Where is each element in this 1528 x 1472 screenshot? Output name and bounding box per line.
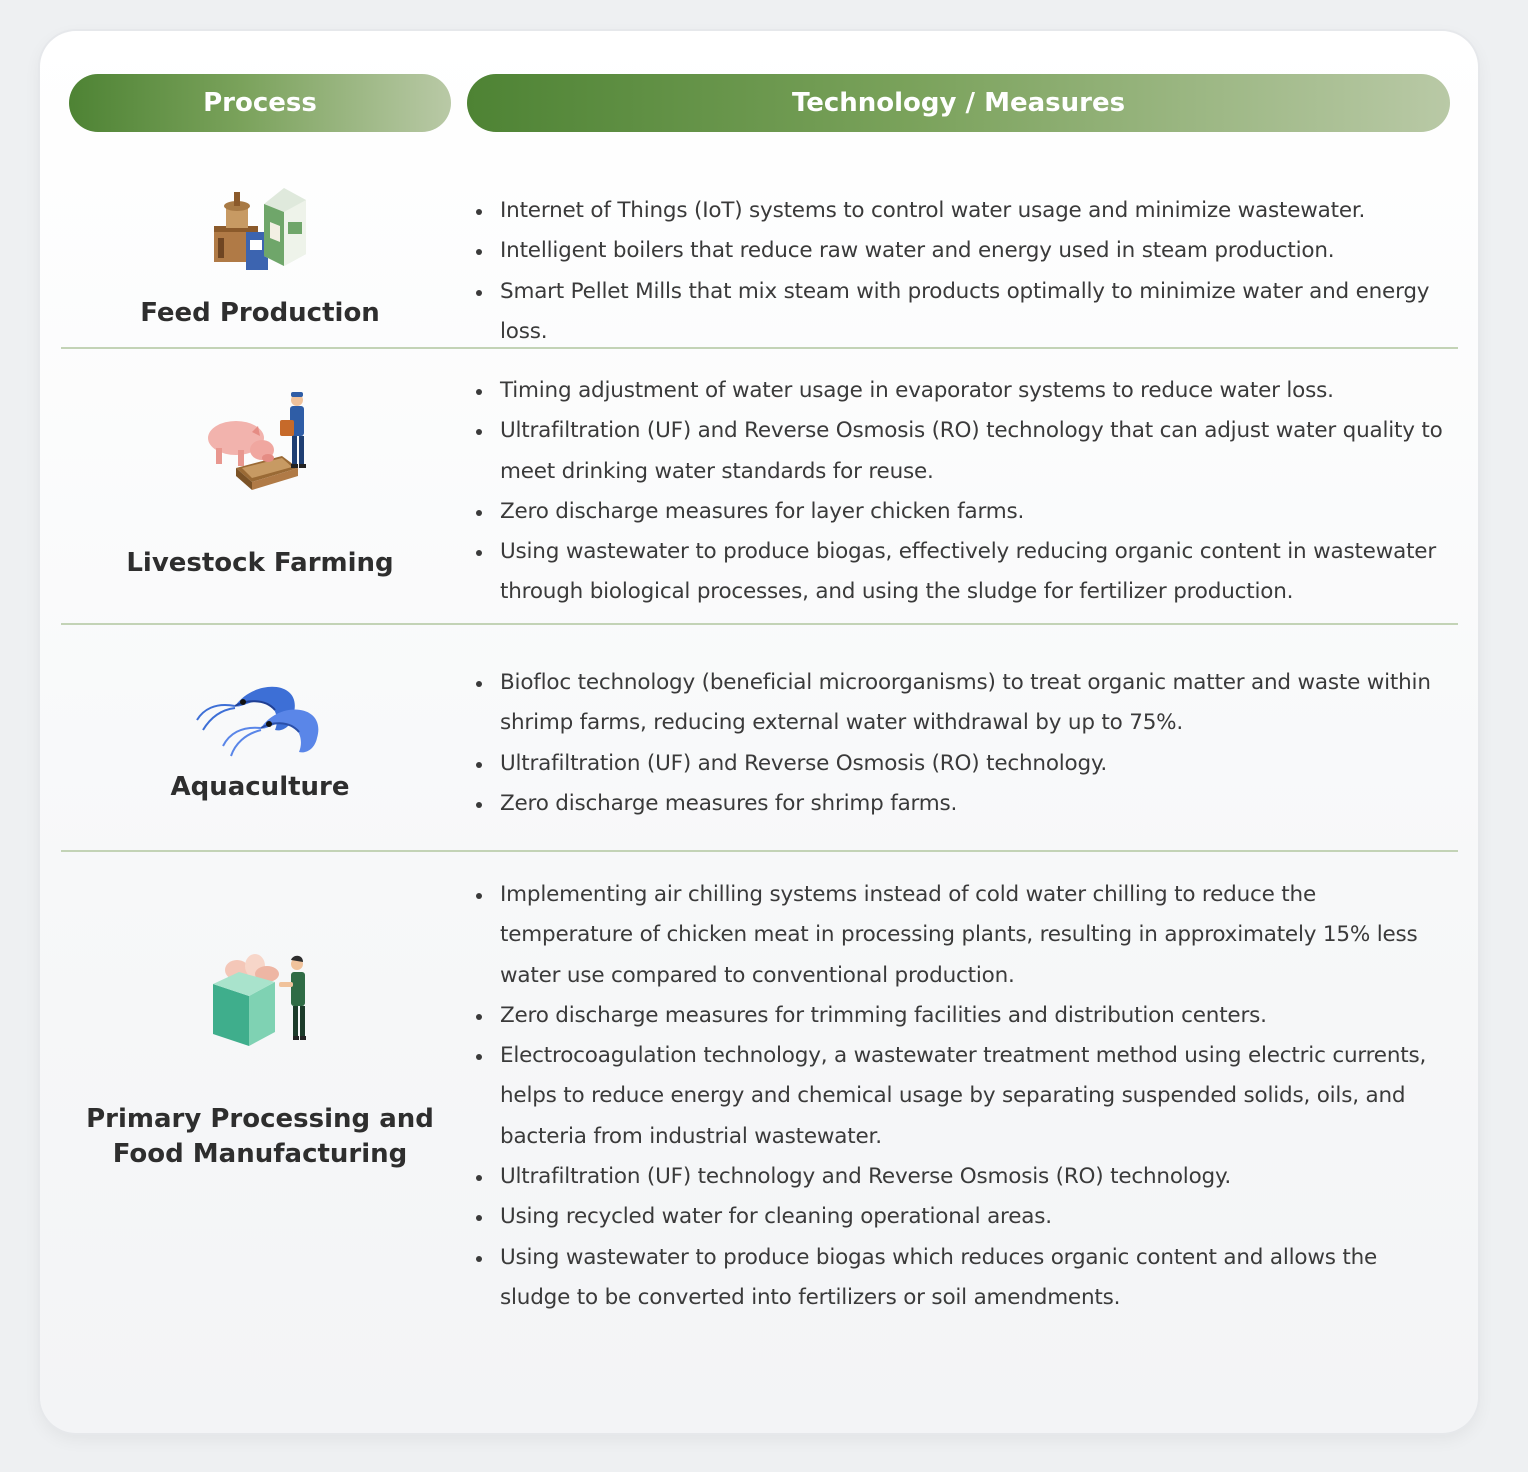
process-label: Livestock Farming <box>126 548 394 578</box>
aquaculture-icon <box>195 676 325 762</box>
process-column-header: Process <box>69 74 451 132</box>
list-item: Ultrafiltration (UF) and Reverse Osmosis (RO) technology. <box>474 744 1444 784</box>
measures-list-feed-production <box>474 191 1444 352</box>
list-item: Zero discharge measures for shrimp farms. <box>474 784 1444 824</box>
livestock-farming-icon <box>202 392 318 496</box>
measures-list-food-processing <box>474 875 1444 1318</box>
list-item: Electrocoagulation technology, a wastewater treatment method using electric currents, helps to reduce energy and chemical usage by separating suspended solids, oils, and bacteria from industrial wastewater. <box>474 1036 1444 1157</box>
list-item: Using wastewater to produce biogas which reduces organic content and allows the sludge to be converted into fertilizers or soil amendments. <box>474 1238 1444 1319</box>
process-cell-aquaculture <box>69 676 451 805</box>
row-divider <box>61 347 1458 349</box>
row-divider <box>61 850 1458 852</box>
technology-column-header: Technology / Measures <box>467 74 1450 132</box>
process-cell-feed-production <box>69 182 451 331</box>
process-cell-livestock-farming <box>69 392 451 581</box>
list-item: Zero discharge measures for trimming facilities and distribution centers. <box>474 996 1444 1036</box>
list-item: Ultrafiltration (UF) and Reverse Osmosis (RO) technology that can adjust water quality to meet drinking water standards for reuse. <box>474 411 1444 492</box>
list-item: Internet of Things (IoT) systems to control water usage and minimize wastewater. <box>474 191 1444 231</box>
list-item: Zero discharge measures for layer chicken farms. <box>474 492 1444 532</box>
list-item: Ultrafiltration (UF) technology and Reverse Osmosis (RO) technology. <box>474 1157 1444 1197</box>
process-cell-food-processing <box>69 952 451 1172</box>
list-item: Smart Pellet Mills that mix steam with products optimally to minimize water and energy loss. <box>474 272 1444 353</box>
list-item: Biofloc technology (beneficial microorganisms) to treat organic matter and waste within shrimp farms, reducing external water withdrawal by up to 75%. <box>474 663 1444 744</box>
process-label-line1: Primary Processing and <box>86 1104 434 1134</box>
list-item: Timing adjustment of water usage in evaporator systems to reduce water loss. <box>474 371 1444 411</box>
list-item: Using wastewater to produce biogas, effectively reducing organic content in wastewater through biological processes, and using the sludge for fertilizer production. <box>474 532 1444 613</box>
feed-production-icon <box>208 182 312 278</box>
row-divider <box>61 623 1458 625</box>
list-item: Using recycled water for cleaning operational areas. <box>474 1197 1444 1237</box>
process-label: Feed Production <box>140 298 380 328</box>
measures-list-livestock-farming <box>474 371 1444 613</box>
measures-list-aquaculture <box>474 663 1444 824</box>
process-label: Aquaculture <box>170 772 350 802</box>
process-label-line2: Food Manufacturing <box>112 1139 408 1169</box>
food-processing-icon <box>207 952 313 1048</box>
list-item: Intelligent boilers that reduce raw water and energy used in steam production. <box>474 231 1444 271</box>
list-item: Implementing air chilling systems instead of cold water chilling to reduce the temperature of chicken meat in processing plants, resulting in approximately 15% less water use compared to conventional production. <box>474 875 1444 996</box>
